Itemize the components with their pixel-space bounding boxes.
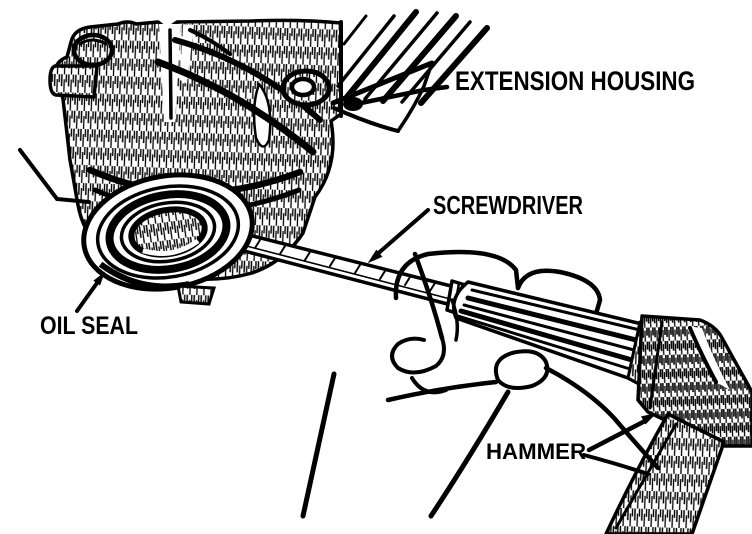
leader-screwdriver xyxy=(374,210,428,257)
label-screwdriver: SCREWDRIVER xyxy=(433,190,584,220)
leader-oil-seal xyxy=(77,283,97,311)
label-hammer: HAMMER xyxy=(486,439,587,464)
oil-seal-tab xyxy=(178,286,214,304)
wrist-left-edge xyxy=(303,374,334,516)
label-oil-seal: OIL SEAL xyxy=(40,312,138,340)
housing-lug-left xyxy=(50,66,97,97)
label-extension-housing: EXTENSION HOUSING xyxy=(455,66,695,96)
thumb-tip xyxy=(496,351,548,388)
